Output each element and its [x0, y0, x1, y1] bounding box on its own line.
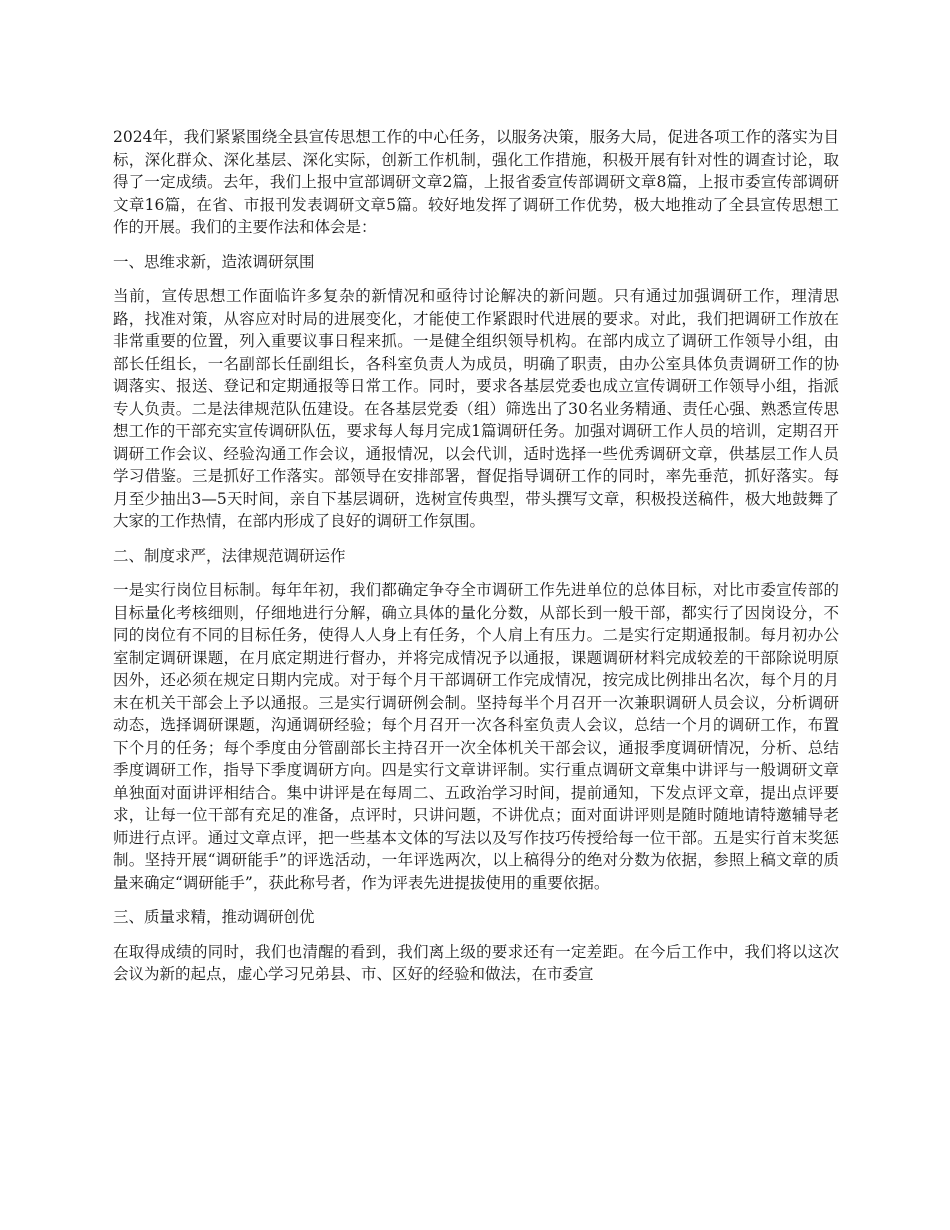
section-2-heading: 二、制度求严，法律规范调研运作 — [113, 546, 346, 565]
document-page — [113, 126, 839, 998]
section-1-body: 当前，宣传思想工作面临许多复杂的新情况和亟待讨论解决的新问题。只有通过加强调研工作，理清思路，找准对策，从容应对时局的进展变化，才能使工作紧跟时代进展的要求。对此，我们把调研工作放在非常重要的位置，列入重要议事日程来抓。一是健全组织领导机构。在部内成立了调研工作领导小组，由部长任组长，一名副部长任副组长，各科室负责人为成员，明确了职责，由办公室具体负责调研工作的协调落实、报送、登记和定期通报等日常工作。同时，要求各基层党委也成立宣传调研工作领导小组，指派专人负责。二是法律规范队伍建设。在各基层党委（组）筛选出了30名业务精通、责任心强、熟悉宣传思想工作的干部充实宣传调研队伍，要求每人每月完成1篇调研任务。加强对调研工作人员的培训，定期召开调研工作会议、经验沟通工作会议，通报情况，以会代训，适时选择一些优秀调研文章，供基层工作人员学习借鉴。三是抓好工作落实。部领导在安排部署，督促指导调研工作的同时，率先垂范，抓好落实。每月至少抽出3—5天时间，亲自下基层调研，选树宣传典型，带头撰写文章，积极投送稿件，极大地鼓舞了大家的工作热情，在部内形成了良好的调研工作氛围。 — [113, 287, 839, 530]
section-3-body: 在取得成绩的同时，我们也清醒的看到，我们离上级的要求还有一定差距。在今后工作中，我们将以这次会议为新的起点，虚心学习兄弟县、市、区好的经验和做法，在市委宣 — [113, 942, 839, 983]
section-2-body: 一是实行岗位目标制。每年年初，我们都确定争夺全市调研工作先进单位的总体目标，对比市委宣传部的目标量化考核细则，仔细地进行分解，确立具体的量化分数，从部长到一般干部，都实行了因岗设分，不同的岗位有不同的目标任务，使得人人身上有任务，个人肩上有压力。二是实行定期通报制。每月初办公室制定调研课题，在月底定期进行督办，并将完成情况予以通报，课题调研材料完成较差的干部除说明原因外，还必须在规定日期内完成。对于每个月干部调研工作完成情况，按完成比例排出名次，每个月的月末在机关干部会上予以通报。三是实行调研例会制。坚持每半个月召开一次兼职调研人员会议，分析调研动态，选择调研课题，沟通调研经验；每个月召开一次各科室负责人会议，总结一个月的调研工作，布置下个月的任务；每个季度由分管副部长主持召开一次全体机关干部会议，通报季度调研情况，分析、总结季度调研工作，指导下季度调研方向。四是实行文章讲评制。实行重点调研文章集中讲评与一般调研文章单独面对面讲评相结合。集中讲评是在每周二、五政治学习时间，提前通知，下发点评文章，提出点评要求，让每一位干部有充足的准备，点评时，只讲问题，不讲优点；面对面讲评则是随时随地请特邀辅导老师进行点评。通过文章点评，把一些基本文体的写法以及写作技巧传授给每一位干部。五是实行首末奖惩制。坚持开展“调研能手”的评选活动，一年评选两次，以上稿得分的绝对分数为依据，参照上稿文章的质量来确定“调研能手”，获此称号者，作为评表先进提拔使用的重要依据。 — [113, 581, 839, 892]
section-3-heading: 三、质量求精，推动调研创优 — [113, 908, 315, 926]
intro-paragraph: 2024年，我们紧紧围绕全县宣传思想工作的中心任务，以服务决策，服务大局，促进各项工作的落实为目标，深化群众、深化基层、深化实际，创新工作机制，强化工作措施，积极开展有针对性的调查讨论，取得了一定成绩。去年，我们上报中宣部调研文章2篇，上报省委宣传部调研文章8篇，上报市委宣传部调研文章16篇，在省、市报刊发表调研文章5篇。较好地发挥了调研工作优势，极大地推动了全县宣传思想工作的开展。我们的主要作法和体会是： — [113, 128, 839, 236]
section-1-heading: 一、思维求新，造浓调研氛围 — [113, 252, 315, 271]
